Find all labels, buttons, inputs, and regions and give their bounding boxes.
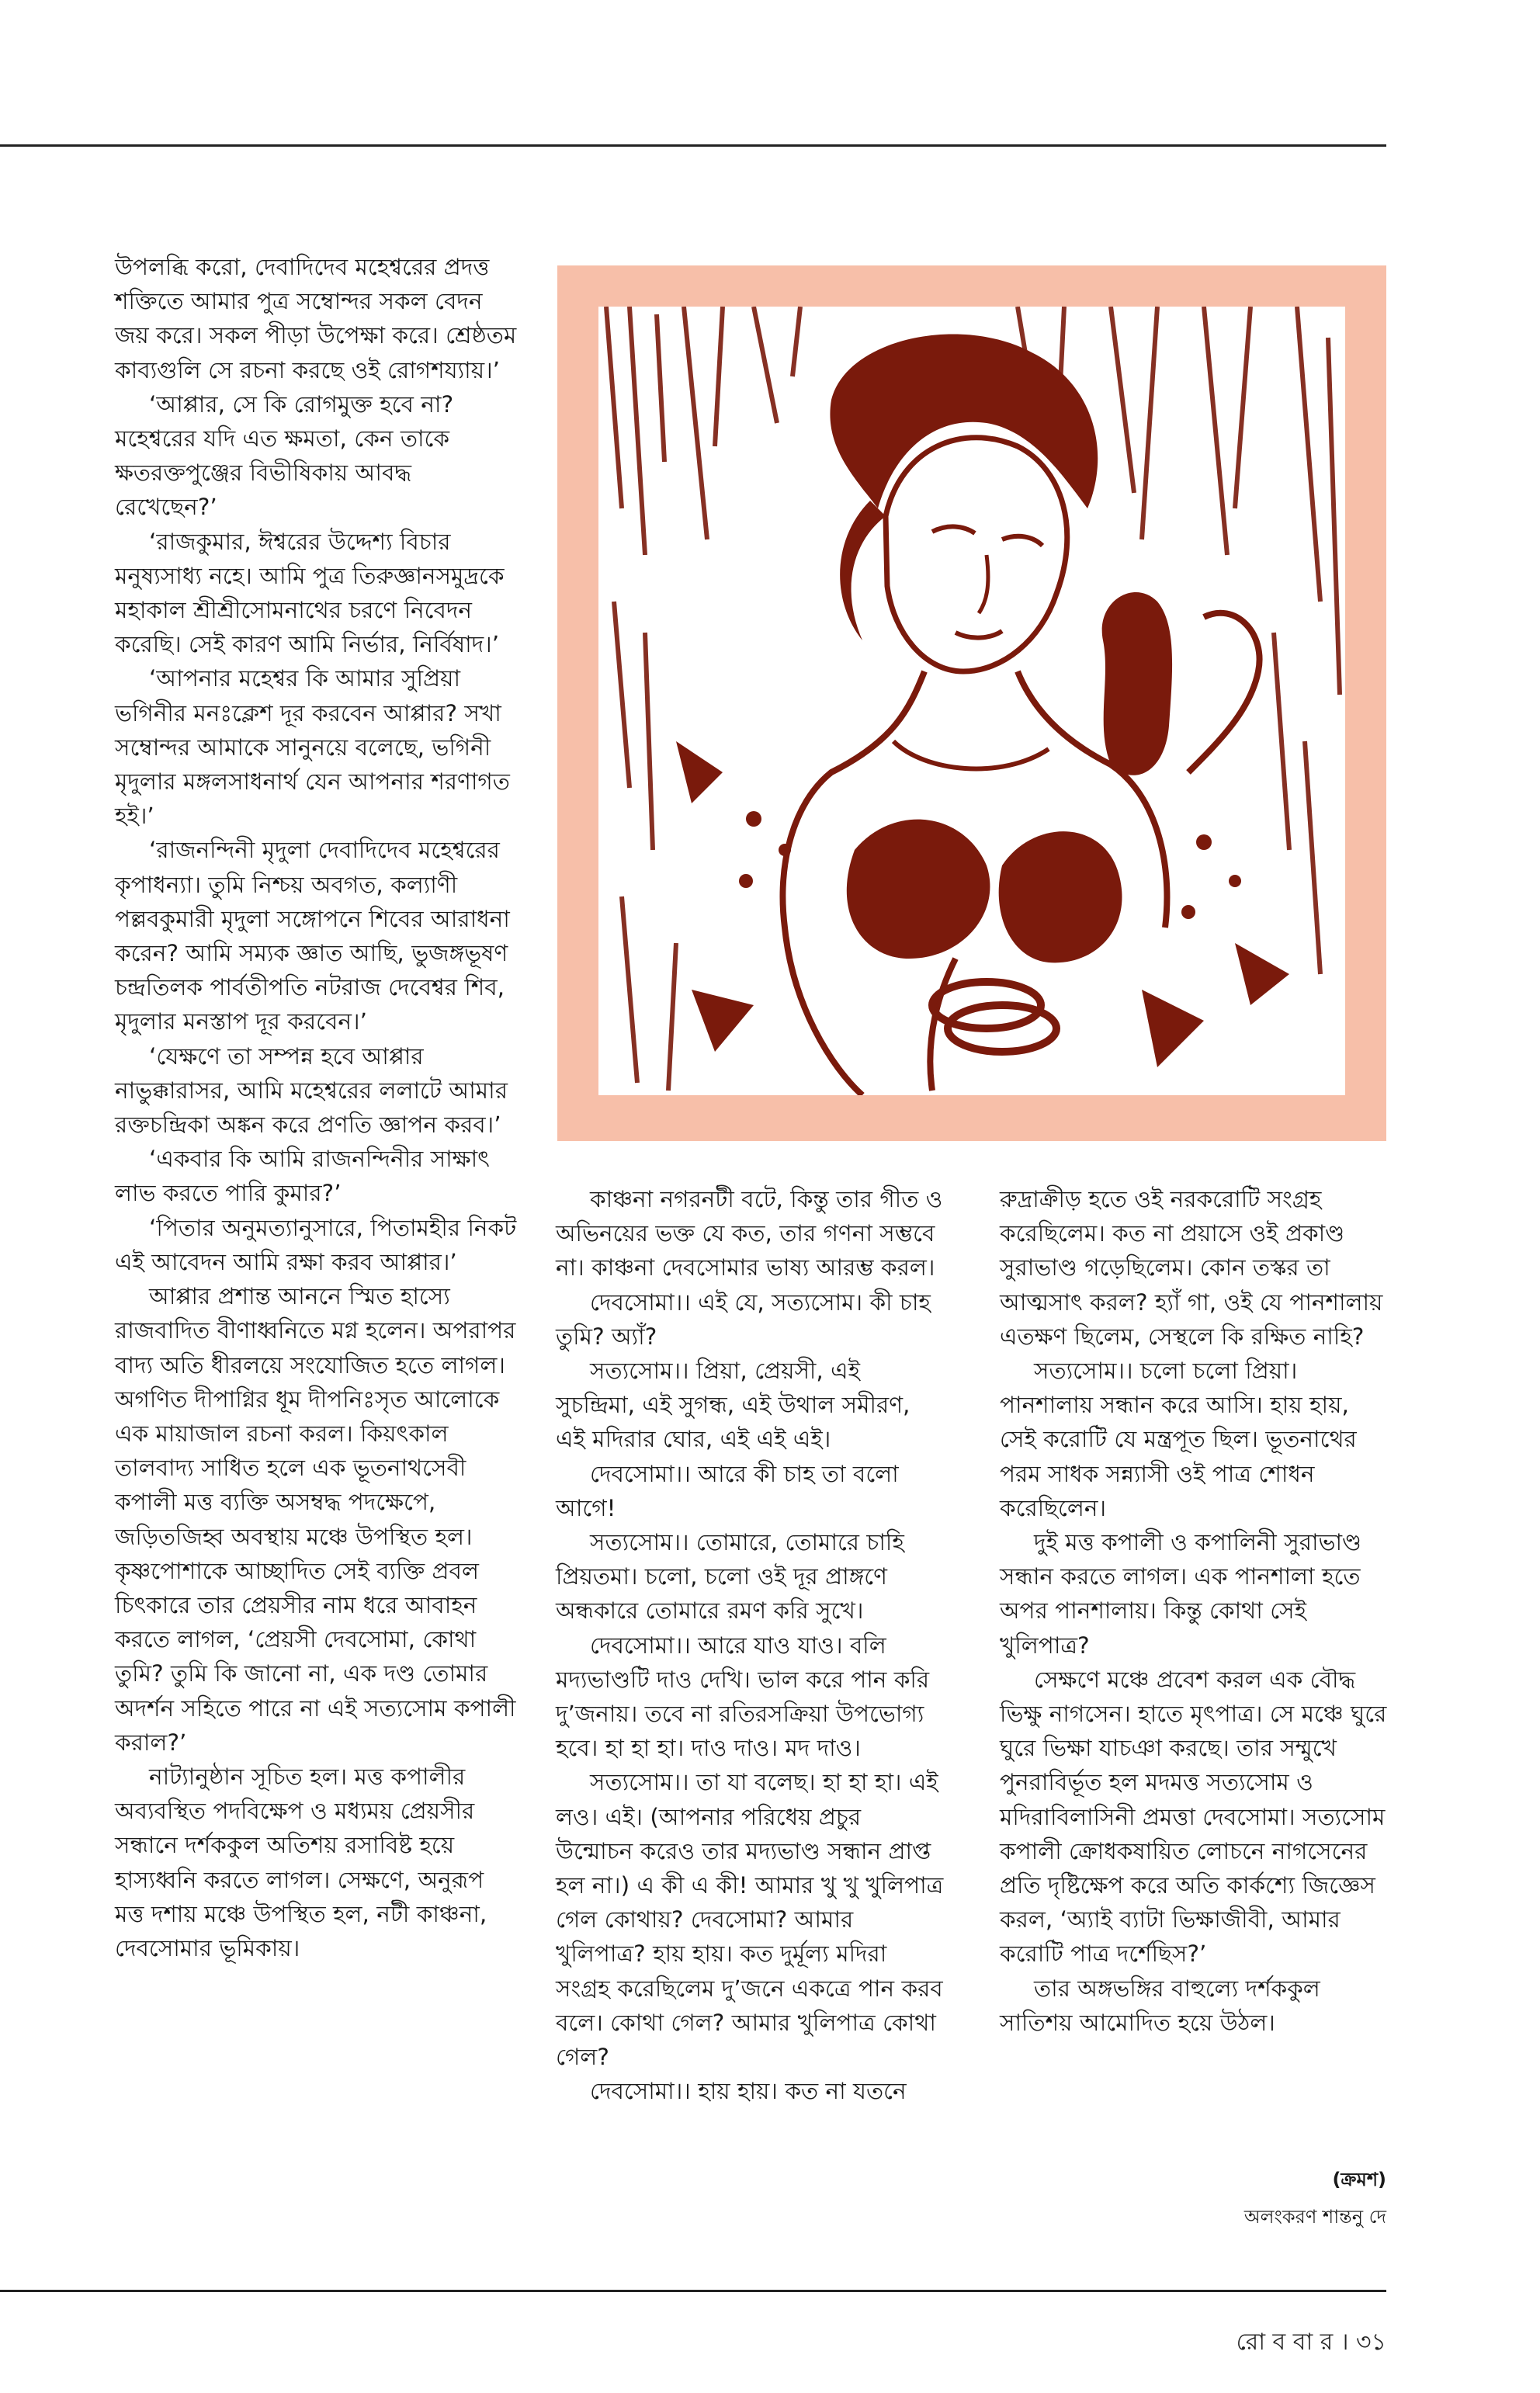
top-rule xyxy=(0,144,1386,147)
illustration-credit: অলংকরণ শান্তনু দে xyxy=(1243,2206,1386,2228)
paragraph: সত্যসোম।। চলো চলো প্রিয়া। পানশালায় সন্ধান করে আসি। হায় হায়, সেই করোটি যে মন্ত্রপূত ছিল। ভূতনাথের পরম সাধক সন্ন্যাসী ওই পাত্র শোধন করেছিলেন। xyxy=(1000,1358,1357,1521)
paragraph: ‘আপনার মহেশ্বর কি আমার সুপ্রিয়া ভগিনীর মনঃক্লেশ দূর করবেন আপ্পার? সখা সম্বোন্দর আমাকে সানুনয়ে বলেছে, ভগিনী মৃদুলার মঙ্গলসাধনার্থ যেন আপনার শরণাগত হই।’ xyxy=(115,665,510,830)
page-footer: রো ব বা র । ৩১ xyxy=(1236,2329,1386,2356)
paragraph: ‘একবার কি আমি রাজনন্দিনীর সাক্ষাৎ লাভ করতে পারি কুমার?’ xyxy=(115,1146,490,1207)
paragraph: সেক্ষণে মঞ্চে প্রবেশ করল এক বৌদ্ধ ভিক্ষু নাগসেন। হাতে মৃৎপাত্র। সে মঞ্চে ঘুরে ঘুরে ভিক্ষা যাচঞা করছে। তার সম্মুখে পুনরাবির্ভূত হল মদমত্ত সত্যসোম ও মদিরাবিলাসিনী প্রমত্তা দেবসোমা। সত্যসোম কপালী ক্রোধকষায়িত লোচনে নাগসেনের প্রতি দৃষ্টিক্ষেপ করে অতি কার্কশ্যে জিজ্ঞেস করল, ‘অ্যাই ব্যাটা ভিক্ষাজীবী, আমার করোটি পাত্র দর্শেছিস?’ xyxy=(1000,1666,1387,1968)
paragraph: ‘পিতার অনুমত্যানুসারে, পিতামহীর নিকট এই আবেদন আমি রক্ষা করব আপ্পার।’ xyxy=(115,1214,517,1275)
paragraph: সত্যসোম।। তা যা বলেছ। হা হা হা। এই লও। এই। (আপনার পরিধেয় প্রচুর উন্মোচন করেও তার মদ্যভাণ্ড সন্ধান প্রাপ্ত হল না।) এ কী এ কী! আমার খু খু খুলিপাত্র গেল কোথায়? দেবসোমা? আমার খুলিপাত্র? হায় হায়। কত দুর্মূল্য মদিরা সংগ্রহ করেছিলেম দু’জনে একত্রে পান করব বলে। কোথা গেল? আমার খুলিপাত্র কোথা গেল? xyxy=(556,1769,944,2071)
paragraph: রুদ্রাক্রীড় হতে ওই নরকরোটি সংগ্রহ করেছিলেম। কত না প্রয়াসে ওই প্রকাণ্ড সুরাভাণ্ড গড়েছিলেম। কোন তস্কর তা আত্মসাৎ করল? হ্যাঁ গা, ওই যে পানশালায় এতক্ষণ ছিলেম, সেস্থলে কি রক্ষিত নাহি? xyxy=(1000,1186,1383,1350)
to-be-continued: (ক্রমশ) xyxy=(1332,2169,1386,2190)
article-column-1 xyxy=(115,250,519,1965)
paragraph: ‘রাজনন্দিনী মৃদুলা দেবাদিদেব মহেশ্বরের কৃপাধন্যা। তুমি নিশ্চয় অবগত, কল্যাণী পল্লবকুমারী মৃদুলা সঙ্গোপনে শিবের আরাধনা করেন? আমি সম্যক জ্ঞাত আছি, ভুজঙ্গভূষণ চন্দ্রতিলক পার্বতীপতি নটরাজ দেবেশ্বর শিব, মৃদুলার মনস্তাপ দূর করবেন।’ xyxy=(115,837,510,1035)
paragraph: ‘যেক্ষণে তা সম্পন্ন হবে আপ্পার নাভুক্কারাসর, আমি মহেশ্বরের ললাটে আমার রক্তচন্দ্রিকা অঙ্কন করে প্রণতি জ্ঞাপন করব।’ xyxy=(115,1042,508,1139)
bottom-rule xyxy=(0,2290,1386,2292)
paragraph: দুই মত্ত কপালী ও কপালিনী সুরাভাণ্ড সন্ধান করতে লাগল। এক পানশালা হতে অপর পানশালায়। কিন্তু কোথা সেই খুলিপাত্র? xyxy=(1000,1529,1362,1659)
paragraph: সত্যসোম।। প্রিয়া, প্রেয়সী, এই সুচন্দ্রিমা, এই সুগন্ধ, এই উথাল সমীরণ, এই মদিরার ঘোর, এই এই এই। xyxy=(556,1358,910,1453)
paragraph: দেবসোমা।। আরে কী চাহ তা বলো আগে! xyxy=(556,1460,899,1521)
paragraph: উপলব্ধি করো, দেবাদিদেব মহেশ্বরের প্রদত্ত শক্তিতে আমার পুত্র সম্বোন্দর সকল বেদন জয় করে। সকল পীড়া উপেক্ষা করে। শ্রেষ্ঠতম কাব্যগুলি সে রচনা করছে ওই রোগশয্যায়।’ xyxy=(115,254,517,383)
article-column-2 xyxy=(556,1182,944,2108)
paragraph: দেবসোমা।। আরে যাও যাও। বলি মদ্যভাণ্ডটি দাও দেখি। ভাল করে পান করি দু’জনায়। তবে না রতিরসক্রিয়া উপভোগ্য হবে। হা হা হা। দাও দাও। মদ দাও। xyxy=(556,1632,930,1762)
article-column-3 xyxy=(1000,1182,1388,2040)
paragraph: কাঞ্চনা নগরনটী বটে, কিন্তু তার গীত ও অভিনয়ের ভক্ত যে কত, তার গণনা সম্ভবে না। কাঞ্চনা দেবসোমার ভাষ্য আরম্ভ করল। xyxy=(556,1186,943,1281)
paragraph: ‘রাজকুমার, ঈশ্বরের উদ্দেশ্য বিচার মনুষ্যসাধ্য নহে। আমি পুত্র তিরুজ্ঞানসমুদ্রকে মহাকাল শ্রীশ্রীসোমনাথের চরণে নিবেদন করেছি। সেই কারণ আমি নির্ভার, নির্বিষাদ।’ xyxy=(115,528,505,658)
paragraph: নাট্যানুষ্ঠান সূচিত হল। মত্ত কপালীর অব্যবস্থিত পদবিক্ষেপ ও মধ্যময় প্রেয়সীর সন্ধানে দর্শককুল অতিশয় রসাবিষ্ট হয়ে হাস্যধ্বনি করতে লাগল। সেক্ষণে, অনুরূপ মত্ত দশায় মঞ্চে উপস্থিত হল, নটী কাঞ্চনা, দেবসোমার ভূমিকায়। xyxy=(115,1763,487,1961)
paragraph: সত্যসোম।। তোমারে, তোমারে চাহি প্রিয়তমা। চলো, চলো ওই দূর প্রাঙ্গণে অন্ধকারে তোমারে রমণ করি সুখে। xyxy=(556,1529,904,1625)
woodcut-illustration xyxy=(598,307,1345,1095)
paragraph: দেবসোমা।। এই যে, সত্যসোম। কী চাহ তুমি? অ্যাঁ? xyxy=(556,1288,931,1350)
paragraph: ‘আপ্পার, সে কি রোগমুক্ত হবে না? মহেশ্বরের যদি এত ক্ষমতা, কেন তাকে ক্ষতরক্তপুঞ্জের বিভীষিকায় আবদ্ধ রেখেছেন?’ xyxy=(115,390,454,521)
paragraph: দেবসোমা।। হায় হায়। কত না যতনে xyxy=(590,2078,907,2105)
paragraph: আপ্পার প্রশান্ত আননে স্মিত হাস্যে রাজবাদিত বীণাধ্বনিতে মগ্ন হলেন। অপরাপর বাদ্য অতি ধীরলয়ে সংযোজিত হতে লাগল। অগণিত দীপাগ্নির ধূম দীপনিঃসৃত আলোকে এক মায়াজাল রচনা করল। কিয়ৎকাল তালবাদ্য সাধিত হলে এক ভূতনাথসেবী কপালী মত্ত ব্যক্তি অসম্বদ্ধ পদক্ষেপে, জড়িতজিহ্ব অবস্থায় মঞ্চে উপস্থিত হল। কৃষ্ণপোশাকে আচ্ছাদিত সেই ব্যক্তি প্রবল চিৎকারে তার প্রেয়সীর নাম ধরে আবাহন করতে লাগল, ‘প্রেয়সী দেবসোমা, কোথা তুমি? তুমি কি জানো না, এক দণ্ড তোমার অদর্শন সহিতে পারে না এই সত্যসোম কপালী করাল?’ xyxy=(115,1283,516,1756)
paragraph: তার অঙ্গভঙ্গির বাহুল্যে দর্শককুল সাতিশয় আমোদিত হয়ে উঠল। xyxy=(1000,1975,1320,2036)
illustration-frame xyxy=(557,265,1386,1141)
